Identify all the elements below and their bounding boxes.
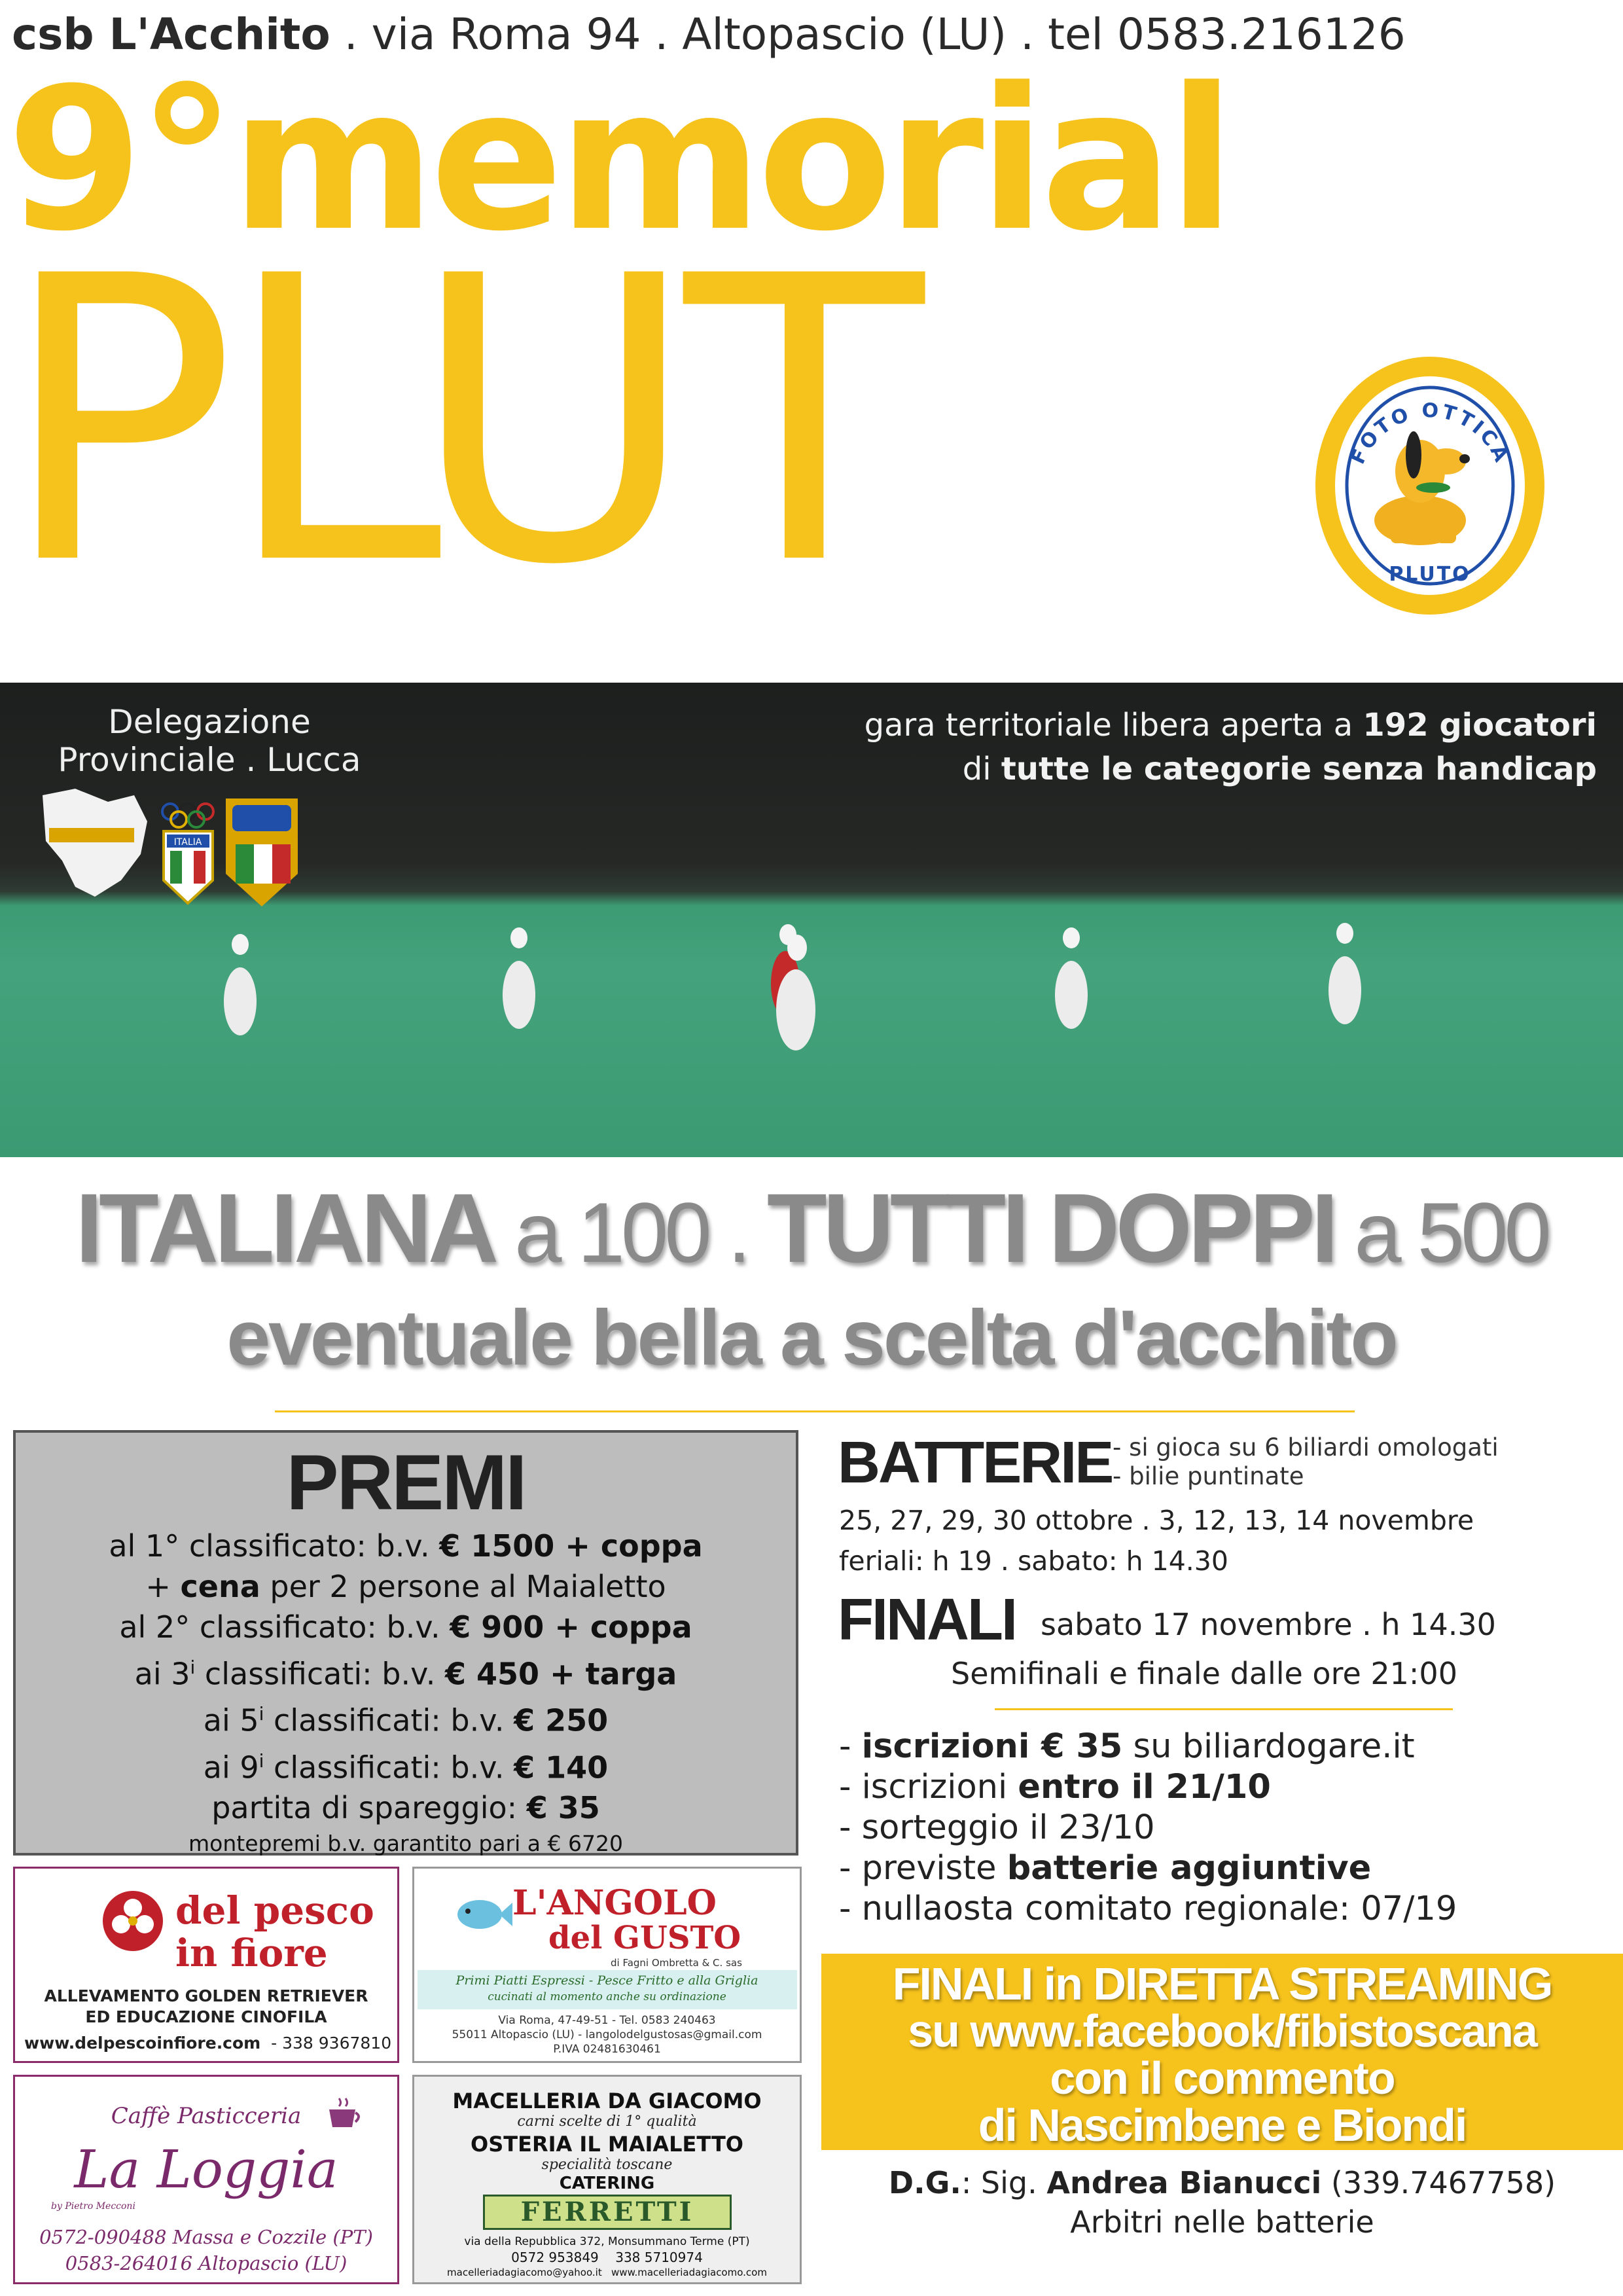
prize-2nd: al 2° classificato: b.v. € 900 + coppa [119, 1609, 692, 1645]
sponsor2-addr2: 55011 Altopascio (LU) - langolodelgustosas@gmail.com [452, 2028, 762, 2041]
sponsor2-brand1: L'ANGOLO [512, 1883, 717, 1923]
info-extra: - previste batterie aggiuntive [839, 1849, 1372, 1888]
delegation-line2: Provinciale . Lucca [58, 740, 361, 779]
foto-ottica-pluto-logo [1315, 357, 1544, 615]
batterie-dates: 25, 27, 29, 30 ottobre . 3, 12, 13, 14 novembre [839, 1505, 1474, 1536]
sponsor2-piva: P.IVA 02481630461 [553, 2043, 661, 2056]
sponsor4-web: macelleriadagiacomo@yahoo.it www.macelleriadagiacomo.com [447, 2267, 767, 2278]
coni-badge-label: ITALIA [173, 837, 202, 848]
headline-tutti-doppi: TUTTI DOPPI [766, 1173, 1335, 1283]
delegation-line1: Delegazione [108, 703, 311, 741]
fish-icon [454, 1888, 512, 1941]
sponsor4-addr: via della Repubblica 372, Monsummano Terme (PT) [464, 2235, 750, 2248]
sponsor2-tagline1: Primi Piatti Espressi - Pesce Fritto e alla Griglia [455, 1973, 758, 1988]
referees-line: Arbitri nelle batterie [1070, 2204, 1374, 2240]
flower-icon [100, 1888, 166, 1954]
gara-line2-text: di [962, 751, 1001, 788]
sponsor3-phone2: 0583-264016 Altopascio (LU) [65, 2252, 348, 2274]
headline-italiana: ITALIANA [75, 1173, 495, 1283]
sponsor2-owner: di Fagni Ombretta & C. sas [611, 1957, 742, 1969]
streaming-line3: con il commento [1050, 2053, 1395, 2104]
semifinali-time: Semifinali e finale dalle ore 21:00 [951, 1656, 1457, 1691]
prize-1st: al 1° classificato: b.v. € 1500 + coppa [109, 1528, 703, 1564]
olympic-rings-icon [162, 804, 213, 827]
sponsor4-l1: MACELLERIA DA GIACOMO [452, 2089, 762, 2113]
sponsor2-addr1: Via Roma, 47-49-51 - Tel. 0583 240463 [498, 2014, 716, 2027]
director-line: D.G.: Sig. Andrea Bianucci (339.7467758) [888, 2165, 1556, 2200]
headline-bella: eventuale bella a scelta d'acchito [226, 1294, 1397, 1382]
streaming-line2: su www.facebook/fibistoscana [908, 2005, 1537, 2056]
info-fee: - iscrizioni € 35 su biliardogare.it [839, 1727, 1415, 1766]
sponsor4-l2: carni scelte di 1° qualità [517, 2113, 697, 2130]
sponsor1-desc2: ED EDUCAZIONE CINOFILA [85, 2007, 327, 2026]
info-deadline: - iscrizioni entro il 21/10 [839, 1768, 1271, 1806]
sponsor1-brand1: del pesco [175, 1888, 374, 1933]
headline-format [0, 1172, 1623, 1285]
sponsor4-brand: FERRETTI [483, 2195, 732, 2230]
federation-badges [36, 782, 363, 913]
sponsor3-by: by Pietro Mecconi [51, 2201, 135, 2212]
logo-bottom-text: PLUTO [1389, 563, 1471, 586]
gara-line2 [524, 747, 1597, 791]
sponsor-la-loggia [13, 2075, 399, 2284]
prize-dinner: + cena per 2 persone al Maialetto [145, 1569, 666, 1604]
fibis-shield-icon [226, 798, 298, 906]
club-address: . via Roma 94 . Altopascio (LU) . tel 0583.216126 [344, 9, 1406, 60]
prize-9th: ai 9$^i$ classificati: b.v. € 140 [203, 1749, 609, 1785]
info-nullaosta: - nullaosta comitato regionale: 07/19 [839, 1890, 1457, 1928]
prize-playoff: partita di spareggio: € 35 [211, 1789, 600, 1825]
gara-line1 [524, 704, 1597, 747]
skittle-group-icon [766, 922, 818, 1052]
registration-info [839, 1727, 1457, 1929]
prize-5th: ai 5$^i$ classificati: b.v. € 250 [203, 1702, 609, 1738]
sponsor3-line1: Caffè Pasticceria [111, 2103, 302, 2129]
tuscany-map-icon [43, 789, 147, 897]
club-name: csb L'Acchito [12, 9, 330, 60]
sponsor-del-pesco-in-fiore [13, 1867, 399, 2063]
prize-pool: montepremi b.v. garantito pari a € 6720 [188, 1830, 623, 1856]
logo-top-text: FOTO OTTICA [1346, 399, 1514, 468]
sponsor4-l4: specialità toscane [541, 2157, 673, 2173]
batterie-note1: - si gioca su 6 biliardi omologati [1113, 1433, 1499, 1462]
prizes-box [13, 1430, 798, 1856]
headline-a100: a 100 . [495, 1185, 767, 1280]
title-pluto: PLUT [0, 193, 911, 651]
prize-3rd: ai 3$^i$ classificati: b.v. € 450 + targa [134, 1656, 677, 1692]
divider [995, 1708, 1453, 1710]
gara-categories: tutte le categorie senza handicap [1001, 751, 1597, 788]
sponsor2-brand2: del GUSTO [548, 1920, 741, 1956]
finali-title: FINALI [838, 1587, 1016, 1653]
sponsor4-l3: OSTERIA IL MAIALETTO [471, 2132, 743, 2157]
tournament-description [524, 704, 1597, 791]
sponsor2-tagline2: cucinati al momento anche su ordinazione [488, 1990, 726, 2003]
sponsor3-phone1: 0572-090488 Massa e Cozzile (PT) [39, 2226, 373, 2248]
prizes-title: PREMI [286, 1439, 526, 1526]
sponsor4-phones: 0572 953849 338 5710974 [511, 2250, 703, 2265]
delegation-label [0, 704, 419, 779]
sponsor4-l5: CATERING [559, 2174, 655, 2193]
skittle-icon [501, 926, 537, 1031]
headline-a500: a 500 [1334, 1185, 1548, 1280]
gara-players: 192 giocatori [1363, 707, 1597, 744]
gara-line1-text: gara territoriale libera aperta a [864, 707, 1363, 744]
sponsor1-contacts: www.delpescoinfiore.com - 338 9367810 [24, 2034, 392, 2053]
finali-date: sabato 17 novembre . h 14.30 [1041, 1607, 1496, 1642]
streaming-line4: di Nascimbene e Biondi [978, 2100, 1467, 2151]
streaming-banner [821, 1954, 1623, 2150]
skittle-icon [1054, 926, 1089, 1031]
director-info [821, 2163, 1623, 2242]
coni-italia-shield-icon [164, 831, 213, 903]
sponsor-angolo-del-gusto [412, 1867, 802, 2063]
skittle-icon [223, 933, 258, 1037]
streaming-line1: FINALI in DIRETTA STREAMING [892, 1958, 1552, 2009]
divider [275, 1410, 1355, 1412]
batterie-notes [1113, 1433, 1499, 1491]
title-memorial: 9°memorial [7, 46, 1230, 274]
sponsor-macelleria-da-giacomo [412, 2075, 802, 2284]
batterie-note2: - bilie puntinate [1113, 1462, 1304, 1490]
batterie-schedule [839, 1500, 1474, 1581]
sponsor1-brand2: in fiore [175, 1931, 328, 1975]
batterie-hours: feriali: h 19 . sabato: h 14.30 [839, 1545, 1228, 1577]
batterie-title: BATTERIE [838, 1430, 1113, 1496]
sponsor3-brand: La Loggia [74, 2139, 338, 2200]
skittle-icon [1327, 922, 1363, 1026]
coffee-cup-icon [323, 2093, 362, 2132]
info-draw: - sorteggio il 23/10 [839, 1808, 1155, 1847]
sponsor1-desc1: ALLEVAMENTO GOLDEN RETRIEVER [44, 1986, 368, 2005]
